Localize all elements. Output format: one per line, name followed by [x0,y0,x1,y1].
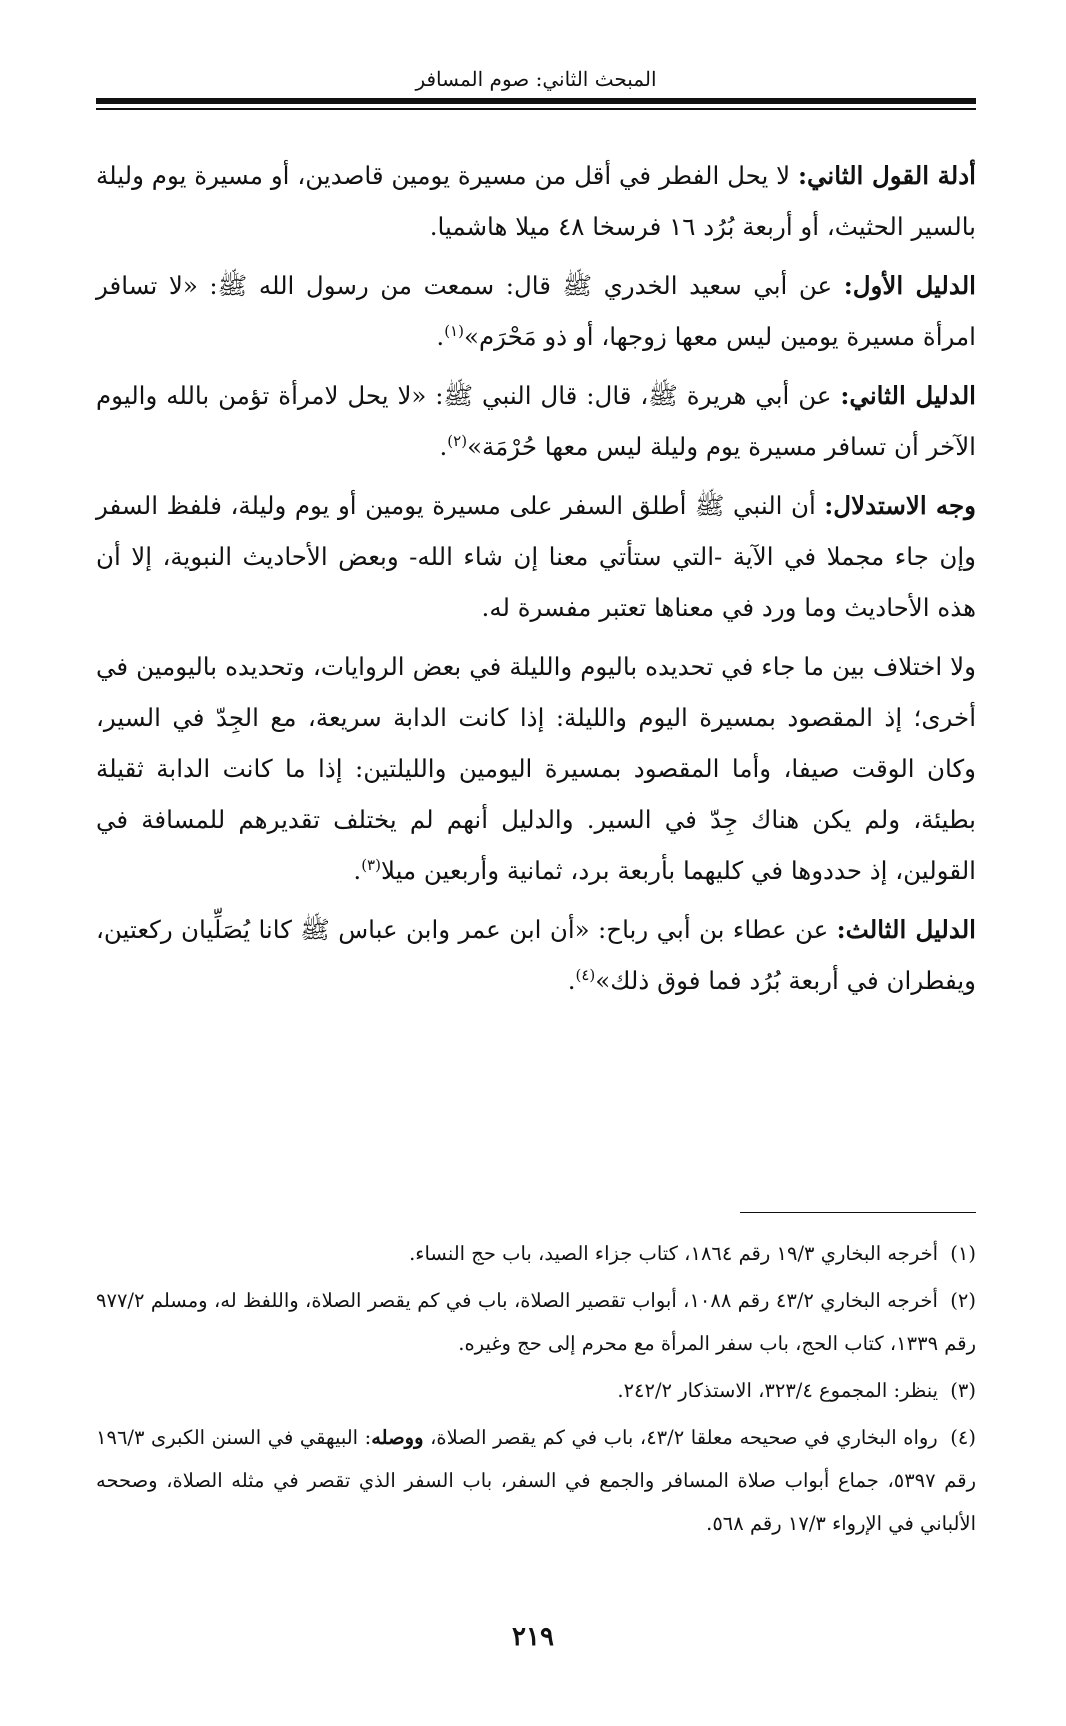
footnote-3 [96,1369,976,1412]
main-text [96,150,976,1014]
paragraph-text: أن النبي ﷺ أطلق السفر على مسيرة يومين أو يوم وليلة، فلفظ السفر وإن جاء مجملا في الآية -التي ستأتي معنا إن شاء الله- وبعض الأحاديث النبوية، إلا أن هذه الأحاديث وما ورد في معناها تعتبر مفسرة له. [96,491,976,622]
paragraph-evidence-second-opinion [96,150,976,252]
footnotes [96,1232,976,1549]
paragraph-first-evidence [96,260,976,362]
footnote-number: (١) [950,1242,976,1265]
footnote-ref[interactable]: (٣) [361,855,381,874]
paragraph-end: . [436,322,445,351]
paragraph-end: . [439,432,448,461]
footnote-text: ينظر: المجموع ٣٢٣/٤، الاستذكار ٢٤٢/٢. [617,1379,939,1402]
footnote-number: (٢) [950,1289,976,1312]
paragraph-second-evidence [96,370,976,472]
footnote-ref[interactable]: (٤) [575,965,596,984]
header-rule-thick [96,98,976,104]
footnote-text-continued: : البيهقي في السنن الكبرى ١٩٦/٣ رقم ٥٣٩٧، جماع أبواب صلاة المسافر والجمع في السفر، باب السفر الذي تقصر في مثله الصلاة، وصححه الألباني في الإرواء ١٧/٣ رقم ٥٦٨. [96,1426,976,1535]
paragraph-lead: الدليل الأول: [843,271,976,300]
footnote-2 [96,1279,976,1365]
running-header: المبحث الثاني: صوم المسافر [415,67,657,91]
paragraph-text: عن عطاء بن أبي رباح: «أن ابن عمر وابن عباس ﷺ كانا يُصَلِّيان ركعتين، ويفطران في أربعة بُرُد فما فوق ذلك» [96,915,976,995]
paragraph-text: ولا اختلاف بين ما جاء في تحديده باليوم والليلة في بعض الروايات، وتحديده باليومين في أخرى؛ إذ المقصود بمسيرة اليوم والليلة: إذا كانت الدابة سريعة، مع الجِدّ في السير، وكان الوقت صيفا، وأما المقصود بمسيرة اليومين والليلتين: إذا ما كانت الدابة ثقيلة بطيئة، ولم يكن هناك جِدّ في السير. والدليل أنهم لم يختلف تقديرهم للمسافة في القولين، إذ حددوها في كليهما بأربعة برد، ثمانية وأربعين ميلا [96,652,976,885]
paragraph-lead: الدليل الثاني: [840,381,976,410]
footnote-1 [96,1232,976,1275]
footnote-text: رواه البخاري في صحيحه معلقا ٤٣/٢، باب في كم يقصر الصلاة، [423,1426,938,1449]
page-number: ٢١٩ [512,1622,554,1652]
footnote-bold-term: ووصله [371,1426,424,1449]
paragraph-end: . [567,966,576,995]
paragraph-lead: أدلة القول الثاني: [797,161,976,190]
paragraph-inference [96,480,976,633]
footnote-4 [96,1416,976,1545]
paragraph-end: . [353,856,362,885]
footnote-number: (٣) [950,1379,976,1402]
paragraph-lead: الدليل الثالث: [836,915,976,944]
footnote-text: أخرجه البخاري ٤٣/٢ رقم ١٠٨٨، أبواب تقصير الصلاة، باب في كم يقصر الصلاة، واللفظ له، ومسلم ٩٧٧/٢ رقم ١٣٣٩، كتاب الحج، باب سفر المرأة مع محرم إلى حج وغيره. [96,1289,976,1355]
footnote-separator [740,1212,976,1213]
footnote-text: أخرجه البخاري ١٩/٣ رقم ١٨٦٤، كتاب جزاء الصيد، باب حج النساء. [409,1242,939,1265]
paragraph-text: لا يحل الفطر في أقل من مسيرة يومين قاصدين، أو مسيرة يوم وليلة بالسير الحثيث، أو أربعة بُرُد ١٦ فرسخا ٤٨ ميلا هاشميا. [96,161,976,241]
header-rule-thin [96,108,976,110]
footnote-number: (٤) [950,1426,976,1449]
footnote-ref[interactable]: (١) [444,321,464,340]
paragraph-lead: وجه الاستدلال: [824,491,976,520]
footnote-ref[interactable]: (٢) [447,431,468,450]
paragraph-no-contradiction [96,641,976,896]
paragraph-text: عن أبي هريرة ﷺ، قال: قال النبي ﷺ: «لا يحل لامرأة تؤمن بالله واليوم الآخر أن تسافر مسيرة يوم وليلة ليس معها حُرْمَة» [96,381,976,461]
paragraph-text: عن أبي سعيد الخدري ﷺ قال: سمعت من رسول الله ﷺ: «لا تسافر امرأة مسيرة يومين ليس معها زوجها، أو ذو مَحْرَم» [96,271,976,351]
paragraph-third-evidence [96,904,976,1006]
